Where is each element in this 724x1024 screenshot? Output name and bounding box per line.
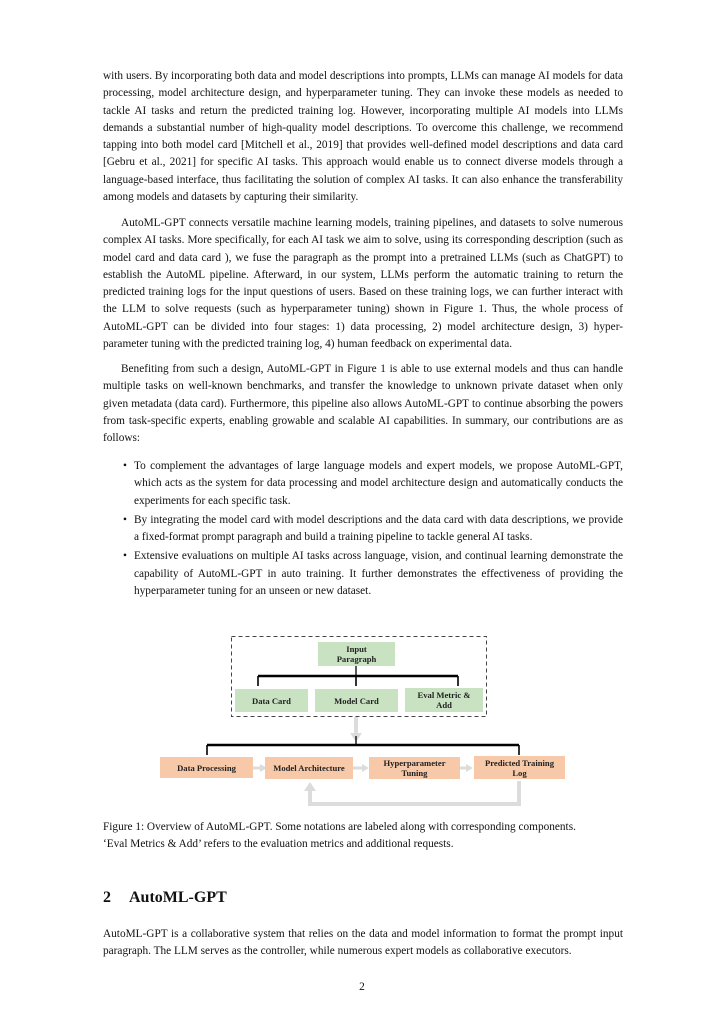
box-label: Data Card bbox=[252, 695, 291, 706]
figure-caption bbox=[103, 819, 623, 853]
box-label: Predicted Training bbox=[485, 757, 554, 768]
model-architecture-box bbox=[265, 757, 353, 779]
input-paragraph-box bbox=[318, 642, 395, 666]
contribution-text: By integrating the model card with model descriptions and the data card with data descriptions, we provide a fixed-format prompt paragraph and build a training pipeline to tackle general AI tasks. bbox=[134, 513, 623, 544]
list-item bbox=[103, 512, 623, 547]
paragraph-intro-continued: with users. By incorporating both data and model descriptions into prompts, LLMs can manage AI models for data processing, model architecture design, and hyperparameter tuning. They can invoke these models as needed to tackle AI tasks and return the predicted training log. However, incorporating multiple AI models into LLMs demands a substantial number of high-quality model descriptions. To overcome this challenge, we recommend tapping into both model card [Mitchell et al., 2019] that provides well-defined model descriptions and data card [Gebru et al., 2021] for specific AI tasks. This approach would enable us to connect diverse models through a language-based interface, thus facilitating the solution of complex AI tasks. It can also enhance the transferability among models and datasets by capturing their similarity. bbox=[103, 70, 623, 204]
box-label: Eval Metric & bbox=[417, 690, 471, 700]
caption-line: Figure 1: Overview of AutoML-GPT. Some notations are labeled along with corresponding components. bbox=[103, 821, 576, 833]
contributions-list bbox=[103, 458, 623, 602]
box-label: Log bbox=[512, 767, 527, 778]
box-label: Add bbox=[436, 700, 452, 710]
dashed-container bbox=[232, 637, 487, 717]
right-arrow-icon bbox=[466, 764, 473, 772]
box-label: Input bbox=[346, 644, 367, 654]
data-processing-box bbox=[160, 757, 253, 778]
paragraph-automl-gpt-overview: AutoML-GPT connects versatile machine learning models, training pipelines, and datasets to solve numerous complex AI tasks. More specifically, for each AI task we aim to solve, using its corresponding description (such as model card and data card ), we fuse the paragraph as the prompt into a pretrained LLMs (such as ChatGPT) to establish the AutoML pipeline. Afterward, in our system, LLMs perform the automatic training to return the predicted training logs for the input questions of users. Based on these training logs, we can further interact with the LLM to solve requests (such as hyperparameter tuning) shown in Figure 1. Thus, the whole process of AutoML-GPT can be divided into four stages: 1) data processing, 2) model architecture design, 3) hyper-parameter tuning with the predicted training log, 4) human feedback on experimental data. bbox=[103, 217, 623, 351]
bullet-icon: • bbox=[123, 550, 127, 563]
box-label: Model Architecture bbox=[273, 763, 345, 773]
contribution-text: Extensive evaluations on multiple AI tasks across language, vision, and continual learning demonstrate the capability of AutoML-GPT in auto training. It further demonstrates the effectiveness of providing the hyperparameter tuning for an unseen or new dataset. bbox=[134, 550, 623, 598]
hyperparameter-tuning-box bbox=[369, 757, 460, 779]
caption-line: ‘Eval Metrics & Add’ refers to the evaluation metrics and additional requests. bbox=[103, 838, 454, 850]
paragraph-section-intro: AutoML-GPT is a collaborative system that relies on the data and model information to format the prompt input paragraph. The LLM serves as the controller, while numerous expert models as collaborative executors. bbox=[103, 928, 623, 958]
bullet-icon: • bbox=[123, 460, 127, 472]
box-label: Data Processing bbox=[177, 762, 236, 773]
bullet-icon: • bbox=[123, 513, 127, 526]
eval-metric-box bbox=[405, 688, 483, 712]
list-item bbox=[103, 548, 623, 600]
box-label: Hyperparameter bbox=[383, 758, 446, 768]
section-title: AutoML-GPT bbox=[129, 889, 227, 906]
page-number: 2 bbox=[359, 981, 365, 993]
list-item bbox=[103, 458, 623, 510]
right-arrow-icon bbox=[362, 764, 369, 772]
box-label: Paragraph bbox=[336, 654, 377, 664]
data-card-box bbox=[235, 689, 308, 712]
right-arrow-icon bbox=[260, 764, 267, 772]
paragraph-benefits: Benefiting from such a design, AutoML-GPT in Figure 1 is able to use external models and thus can handle multiple tasks on well-known benchmarks, and transfer the knowledge to unknown private dataset when only given metadata (data card). Furthermore, this pipeline also allows AutoML-GPT to continue absorbing the powers from task-specific experts, enabling growable and scalable AI capabilities. In summary, our contributions are as follows: bbox=[103, 363, 623, 445]
section-number: 2 bbox=[103, 889, 111, 906]
predicted-training-log-box bbox=[474, 756, 565, 779]
down-arrow-head-icon bbox=[350, 733, 362, 742]
model-card-box bbox=[315, 689, 398, 712]
section-heading bbox=[103, 889, 227, 907]
box-label: Model Card bbox=[334, 695, 379, 706]
box-label: Tuning bbox=[401, 768, 428, 778]
up-arrow-head-icon bbox=[304, 782, 316, 791]
contribution-text: To complement the advantages of large language models and expert models, we propose AutoML-GPT, which acts as the system for data processing and model architecture design and automatically conducts the experiments for each specific task. bbox=[134, 460, 623, 507]
feedback-loop-arrow bbox=[310, 781, 519, 804]
